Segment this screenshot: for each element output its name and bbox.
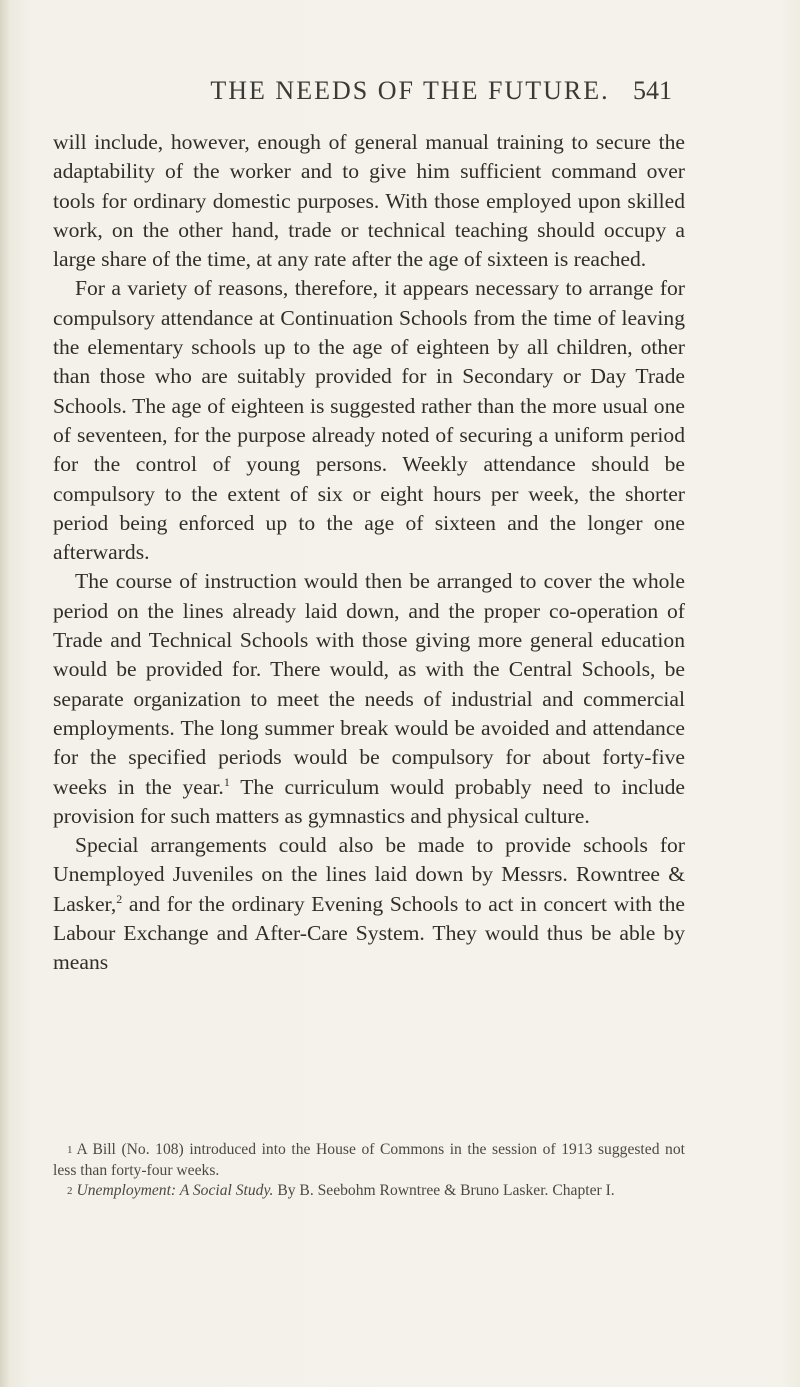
paragraph-2: For a variety of reasons, therefore, it appears necessary to arrange for compulsory attendance at Continuation Schools from the time of leaving the elementary schools up to the age of eighteen by all children, other than those who are suitably provided for in Secondary or Day Trade Schools. The age of eighteen is suggested rather than the more usual one of seventeen, for the purpose already noted of securing a uniform period for the control of young persons. Weekly attendance should be compulsory to the extent of six or eight hours per week, the shorter period being enforced up to the age of sixteen and the longer one afterwards. (53, 276, 685, 565)
footnote-2-text: By B. Seebohm Rowntree & Bruno Lasker. Chapter I. (273, 1182, 615, 1199)
paragraph-3 (53, 567, 685, 831)
footnote-1-mark: 1 (67, 1144, 73, 1156)
footnote-1 (53, 1140, 685, 1181)
paragraph-1: will include, however, enough of general manual training to secure the adaptability of the worker and to give him sufficient command over tools for ordinary domestic purposes. With those employed upon skilled work, on the other hand, trade or technical teaching should occupy a large share of the time, at any rate after the age of sixteen is reached. (53, 130, 685, 272)
paragraph-4-text-continued: and for the ordinary Evening Schools to act in concert with the Labour Exchange and After-Care System. They would thus be able by means (53, 891, 685, 975)
page-number: 541 (633, 76, 672, 105)
footnote-2-book-title: Unemployment: A Social Study. (76, 1182, 274, 1199)
paragraph-3-text-continued: The curriculum would probably need to include provision for such matters as gymnastics and physical culture. (53, 774, 685, 828)
running-header: THE NEEDS OF THE FUTURE. (210, 76, 610, 105)
footnotes (53, 1140, 685, 1202)
footnote-2-mark: 2 (67, 1185, 73, 1197)
footnote-2 (53, 1181, 685, 1202)
main-text (53, 128, 685, 978)
footnote-reference-2: 2 (116, 891, 123, 906)
footnote-reference-1: 1 (223, 774, 230, 789)
paragraph-3-text: The course of instruction would then be arranged to cover the whole period on the lines already laid down, and the proper co-operation of Trade and Technical Schools with those giving more general education would be provided for. There would, as with the Central Schools, be separate organization to meet the needs of industrial and commercial employments. The long summer break would be avoided and attendance for the specified periods would be compulsory for about forty-five weeks in the year. (53, 569, 685, 799)
page-gutter-shadow (0, 0, 10, 1387)
paragraph-4-text: Special arrangements could also be made to provide schools for Unemployed Juveniles on the lines laid down by Messrs. Rowntree & Lasker, (53, 833, 685, 916)
paragraph-4 (53, 831, 685, 977)
footnote-1-text: A Bill (No. 108) introduced into the House of Commons in the session of 1913 suggested not less than forty-four weeks. (53, 1141, 685, 1179)
